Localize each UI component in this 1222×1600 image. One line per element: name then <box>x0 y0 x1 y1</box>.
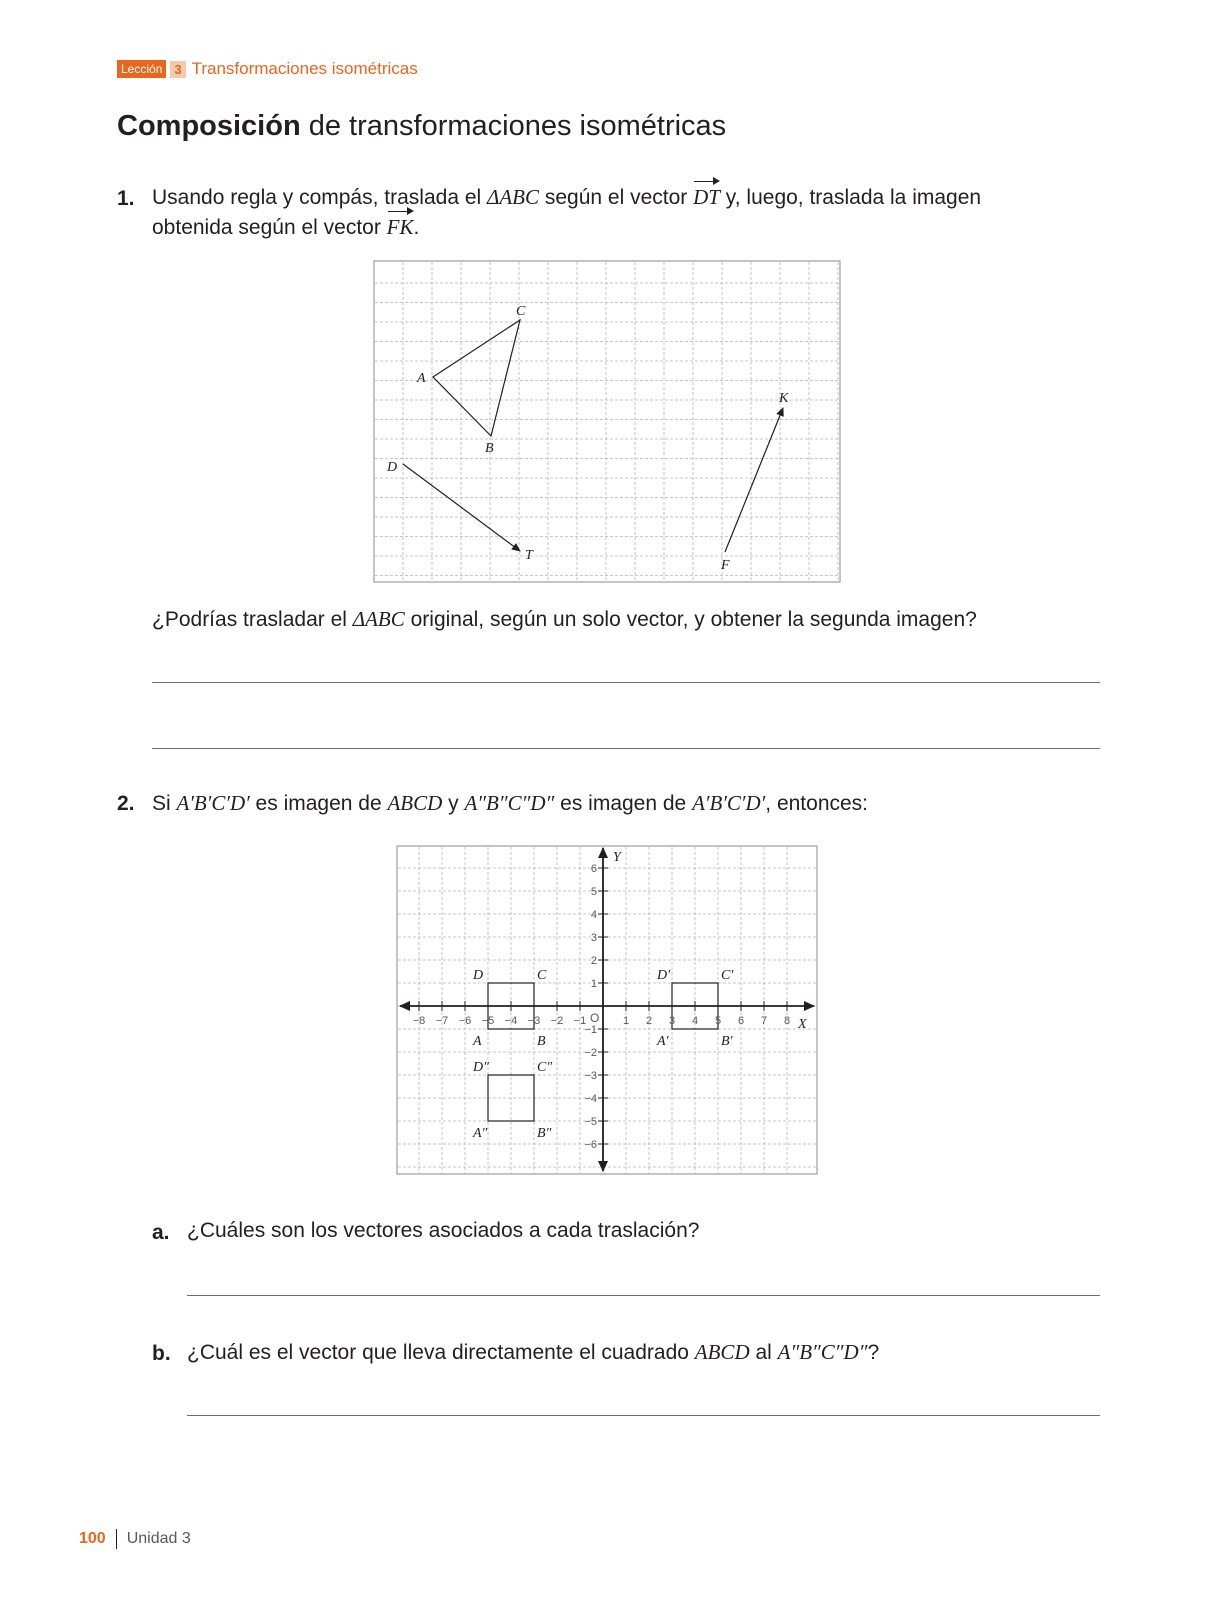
footer-separator <box>116 1529 117 1549</box>
lesson-number: 3 <box>170 61 185 78</box>
q2-text: , entonces: <box>765 792 869 815</box>
q2-square-prime: A′B′C′D′ <box>176 791 250 815</box>
x-tick-label: −2 <box>550 1015 564 1027</box>
part-b-text <box>187 1340 879 1365</box>
label-d: D <box>387 460 398 475</box>
x-tick-label: 8 <box>783 1015 791 1027</box>
q2-text: es imagen de <box>249 792 388 815</box>
vertex-label: B′ <box>721 1034 733 1049</box>
origin-label: O <box>590 1011 600 1025</box>
x-tick-label: 3 <box>668 1015 676 1027</box>
triangle-abc <box>433 320 520 436</box>
y-tick-label: 5 <box>590 886 597 898</box>
x-tick-label: 5 <box>714 1015 722 1027</box>
q2-square-double-prime: A″B″C″D″ <box>464 791 555 815</box>
figure-triangle-vectors <box>373 260 841 583</box>
y-tick-label: −3 <box>584 1070 597 1082</box>
vector-dt: DT <box>693 182 720 212</box>
vertex-label: C′ <box>721 968 734 983</box>
page-title-bold: Composición <box>117 110 301 142</box>
vertex-label: D <box>473 968 484 983</box>
q2-square: ABCD <box>387 791 443 815</box>
y-tick-label: 6 <box>590 863 597 875</box>
q1-triangle: ΔABC <box>487 185 540 209</box>
part-b-square: ABCD <box>694 1340 750 1364</box>
label-b: B <box>485 441 494 456</box>
q2-text: es imagen de <box>554 792 693 815</box>
x-tick-label: 4 <box>691 1015 699 1027</box>
y-tick-label: −1 <box>584 1024 597 1036</box>
q1-text: . <box>413 216 420 239</box>
page-title <box>117 110 726 143</box>
vector-dt-arrow <box>403 464 520 551</box>
x-tick-label: 7 <box>760 1015 768 1027</box>
answer-line-2[interactable] <box>152 748 1100 749</box>
y-tick-label: −4 <box>584 1093 597 1105</box>
figure-coordinate-plane <box>396 845 818 1175</box>
x-tick-label: −5 <box>481 1015 495 1027</box>
q1-followup-text: ¿Podrías trasladar el <box>152 608 353 631</box>
question-1-followup <box>152 604 977 635</box>
x-tick-label: 6 <box>737 1015 745 1027</box>
lesson-badge: Lección <box>117 60 166 78</box>
graph-frame <box>397 846 817 1174</box>
vector-fk-arrow <box>725 408 783 552</box>
q1-text: obtenida según el vector <box>152 216 387 239</box>
part-b-text-3: ? <box>867 1341 880 1364</box>
q1-text: Usando regla y compás, traslada el <box>152 186 488 209</box>
q1-text: según el vector <box>539 186 694 209</box>
vertex-label: D′ <box>657 968 671 983</box>
vertex-label: A′ <box>657 1034 669 1049</box>
question-1-line-1 <box>152 182 981 213</box>
vertex-label: C″ <box>537 1060 553 1075</box>
x-tick-label: −7 <box>435 1015 449 1027</box>
q2-text: y <box>442 792 465 815</box>
y-tick-label: 4 <box>590 909 597 921</box>
q1-text: y, luego, traslada la imagen <box>719 186 982 209</box>
lesson-header <box>117 59 418 79</box>
question-2-text <box>152 788 868 819</box>
page-title-rest: de transformaciones isométricas <box>300 110 727 142</box>
y-tick-label: −6 <box>584 1139 597 1151</box>
vertex-label: B″ <box>537 1126 552 1141</box>
figure-frame <box>374 261 840 582</box>
lesson-title: Transformaciones isométricas <box>191 59 418 78</box>
y-tick-label: −5 <box>584 1116 597 1128</box>
y-axis-label: Y <box>613 850 621 865</box>
vertex-label: A″ <box>473 1126 488 1141</box>
y-tick-label: 1 <box>590 978 597 990</box>
label-a: A <box>417 371 426 386</box>
vertex-label: A <box>473 1034 482 1049</box>
label-k: K <box>779 391 789 406</box>
page-footer <box>79 1529 191 1549</box>
q1-followup-text: original, según un solo vector, y obtener la segunda imagen? <box>404 608 977 631</box>
question-1-line-2 <box>152 212 419 243</box>
y-tick-label: 2 <box>590 955 597 967</box>
q2-text: Si <box>152 792 177 815</box>
y-tick-label: 3 <box>590 932 597 944</box>
y-tick-label: −2 <box>584 1047 597 1059</box>
label-t: T <box>525 548 533 563</box>
question-1-number: 1. <box>117 187 135 210</box>
label-f: F <box>721 558 730 573</box>
vertex-label: B <box>537 1034 546 1049</box>
vertex-label: D″ <box>473 1060 489 1075</box>
x-tick-label: 2 <box>645 1015 653 1027</box>
x-tick-label: −3 <box>527 1015 541 1027</box>
x-tick-label: −4 <box>504 1015 518 1027</box>
vertex-label: C <box>537 968 547 983</box>
question-2-number: 2. <box>117 792 135 815</box>
answer-line-a[interactable] <box>187 1295 1100 1296</box>
q2-square-prime: A′B′C′D′ <box>692 791 766 815</box>
part-b-text-1: ¿Cuál es el vector que lleva directamente el cuadrado <box>187 1341 695 1364</box>
page-number: 100 <box>79 1530 106 1547</box>
part-b-label: b. <box>152 1342 171 1365</box>
answer-line-1[interactable] <box>152 682 1100 683</box>
x-tick-label: −6 <box>458 1015 472 1027</box>
unit-label: Unidad 3 <box>126 1530 191 1547</box>
answer-line-b[interactable] <box>187 1415 1100 1416</box>
x-tick-label: −1 <box>573 1015 587 1027</box>
vector-fk: FK <box>387 212 414 242</box>
part-a-text: ¿Cuáles son los vectores asociados a cada traslación? <box>187 1219 700 1242</box>
label-c: C <box>516 304 526 319</box>
x-tick-label: −8 <box>412 1015 426 1027</box>
part-b-text-2: al <box>749 1341 778 1364</box>
x-axis-label: X <box>798 1017 807 1032</box>
part-a-label: a. <box>152 1221 170 1244</box>
q1-followup-triangle: ΔABC <box>352 607 405 631</box>
x-tick-label: 1 <box>622 1015 630 1027</box>
part-b-square-double-prime: A″B″C″D″ <box>777 1340 868 1364</box>
